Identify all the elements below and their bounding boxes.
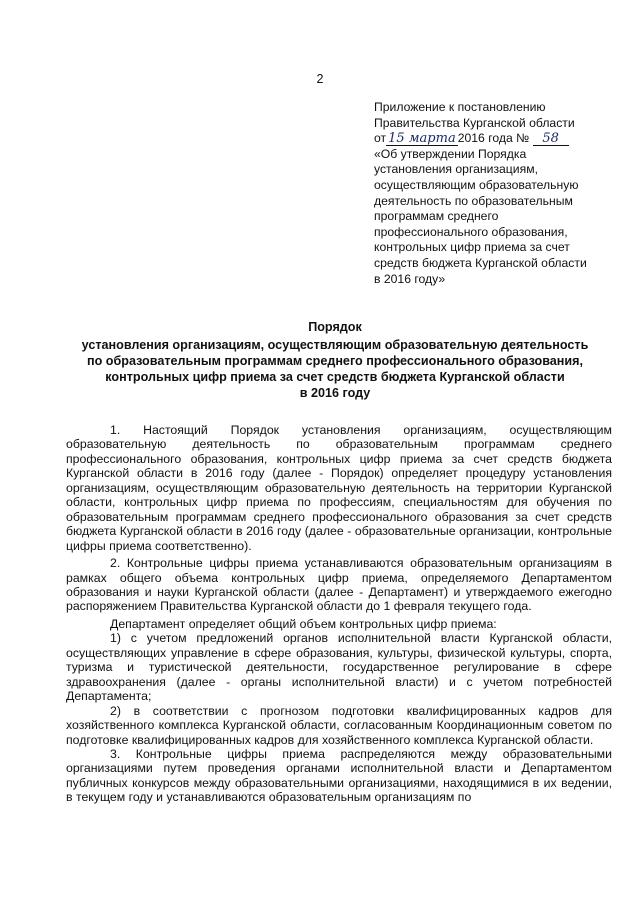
appendix-block — [374, 100, 614, 287]
page-number: 2 — [316, 72, 324, 86]
appendix-quote-line: средств бюджета Курганской области — [374, 255, 587, 270]
paragraph: Департамент определяет общий объем контрольных цифр приема: — [110, 616, 497, 631]
appendix-quote-line: в 2016 году» — [374, 271, 446, 286]
date-suffix: 2016 года № — [457, 131, 530, 146]
appendix-quote-line: контрольных цифр приема за счет — [374, 240, 570, 255]
appendix-line: Приложение к постановлению — [374, 100, 546, 114]
paragraph: 2. Контрольные цифры приема устанавливаются образовательным организациям в рамках общего объема контрольных цифр приема, определяемого Департаментом образования и науки Курганской области (далее - Департамент) и утверждаемого ежегодно распоряжением Правительства Курганской области до 1 февраля текущего года. — [66, 556, 612, 614]
paragraph: 3. Контрольные цифры приема распределяются между образовательными организациями путем проведения органами исполнительной власти и Департаментом публичных конкурсов между образовательными организациями, находящимися в их ведении, в текущем году и устанавливаются образовательным организациям по — [66, 746, 612, 805]
appendix-date-line — [374, 131, 614, 147]
appendix-quote-line: осуществляющим образовательную — [374, 177, 579, 192]
title-line: установления организациям, осуществляющим образовательную деятельность — [81, 338, 589, 352]
appendix-quote-line: деятельность по образовательным — [374, 193, 573, 208]
title-line: контрольных цифр приема за счет средств бюджета Курганской области — [105, 370, 565, 384]
appendix-quote-line: «Об утверждении Порядка — [374, 146, 527, 161]
paragraph: 2) в соответствии с прогнозом подготовки квалифицированных кадров для хозяйственного комплекса Курганской области, согласованным Координационным советом по подготовке квалифицированных кадров для хозяйственного комплекса Курганской области. — [66, 703, 612, 747]
appendix-quote-line: установления организациям, — [374, 162, 538, 177]
date-prefix: от — [374, 131, 387, 146]
paragraph: 1. Настоящий Порядок установления организациям, осуществляющим образовательную деятельность по образовательным программам среднего профессионального образования, контрольных цифр приема за счет средств бюджета Курганской области в 2016 году (далее - Порядок) определяет процедуру установления организациям, осуществляющим образовательную деятельность на территории Курганской области, контрольных цифр приема по профессиям, специальностям для обучения по образовательным программам среднего профессионального образования за счет средств бюджета Курганской области в 2016 году (далее - образовательные организации, контрольные цифры приема соответственно). — [66, 423, 612, 553]
appendix-line: Правительства Курганской области — [374, 115, 575, 130]
title-line: в 2016 году — [299, 386, 371, 400]
title-line: по образовательным программам среднего профессионального образования, — [86, 354, 583, 368]
handwritten-date: 15 марта — [388, 131, 456, 147]
document-body — [66, 423, 612, 805]
document-title — [60, 319, 610, 401]
handwritten-number: 58 — [533, 132, 569, 146]
title-main: Порядок — [308, 320, 362, 334]
paragraph: 1) с учетом предложений органов исполнительной власти Курганской области, осуществляющих управление в сфере образования, культуры, физической культуры, спорта, туризма и туристической деятельности, государственное регулирование в сфере здравоохранения (далее - органы исполнительной власти) и с учетом потребностей Департамента; — [66, 631, 612, 704]
appendix-quote-line: профессионального образования, — [374, 224, 568, 239]
appendix-quote-line: программам среднего — [374, 209, 499, 224]
